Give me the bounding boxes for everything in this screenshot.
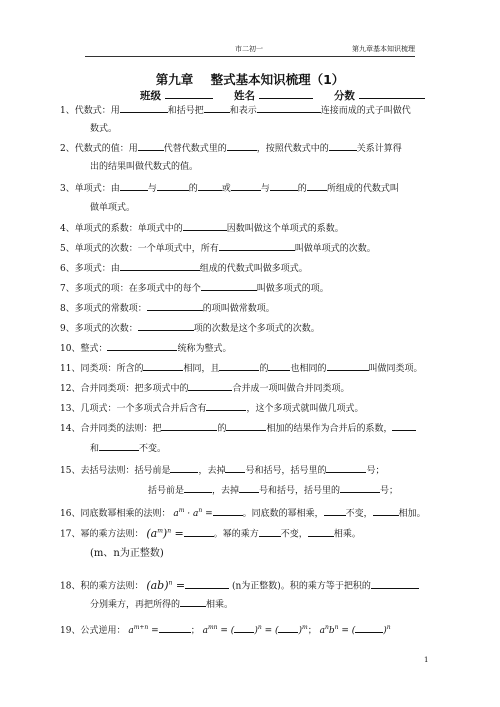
blank[interactable] — [184, 528, 214, 537]
formula-19c: $a^nb^n$ = ( — [319, 624, 356, 636]
blank[interactable] — [120, 262, 200, 271]
item-2-cont: 出的结果叫做代数式的值。 — [90, 162, 199, 172]
item-11: 11、同类项：所含的 相同，且 的 也相同的 叫做同类项。 — [60, 364, 423, 374]
info-line — [140, 88, 425, 103]
item-17-cont: (m、n为正整数) — [90, 548, 164, 559]
blank[interactable] — [268, 362, 290, 371]
blank[interactable] — [308, 528, 334, 537]
blank[interactable] — [340, 484, 380, 493]
class-blank[interactable] — [165, 89, 213, 99]
item-5: 5、单项式的次数：一个单项式中，所有 叫做单项式的次数。 — [60, 244, 376, 254]
blank[interactable] — [257, 104, 321, 113]
formula-19b: $a^{mn}$ = ( — [202, 624, 235, 636]
blank[interactable] — [225, 464, 245, 473]
blank[interactable] — [278, 624, 298, 633]
blank[interactable] — [185, 580, 229, 589]
blank[interactable] — [329, 142, 357, 151]
blank[interactable] — [107, 342, 177, 351]
blank[interactable] — [371, 580, 419, 589]
item-1-cont: 数式。 — [90, 124, 118, 134]
formula-16: $a^m \cdot a^n$ = — [173, 507, 213, 519]
item-3: 3、单项式：由 与 的 或 与 的 所组成的代数式叫 — [60, 184, 399, 194]
blank[interactable] — [183, 222, 227, 231]
blank[interactable] — [184, 484, 212, 493]
blank[interactable] — [170, 464, 198, 473]
name-label: 姓名 — [233, 90, 255, 102]
blank[interactable] — [227, 142, 257, 151]
item-6: 6、多项式：由 组成的代数式叫做多项式。 — [60, 264, 308, 274]
score-blank[interactable] — [359, 89, 425, 99]
item-14: 14、合并同类的法则：把 的 相加的结果作为合并后的系数， — [60, 422, 416, 435]
item-4: 4、单项式的系数：单项式中的 因数叫做这个单项式的系数。 — [60, 224, 344, 234]
item-14-cont: 和 不变。 — [90, 444, 167, 454]
blank[interactable] — [226, 422, 266, 431]
blank[interactable] — [120, 104, 168, 113]
formula-17: $(a^m)^n$ = — [146, 526, 184, 540]
item-1: 1、代数式：用 和括号把 和表示 连接而成的式子叫做代 — [60, 106, 411, 116]
header-right: 第九章基本知识梳理 — [352, 45, 415, 53]
blank[interactable] — [327, 362, 369, 371]
blank[interactable] — [198, 182, 222, 191]
blank[interactable] — [188, 382, 232, 391]
page-title: 第九章 整式基本知识梳理（1） — [155, 72, 345, 87]
blank[interactable] — [259, 528, 281, 537]
item-18-cont: 分别乘方，再把所得的 相乘。 — [90, 600, 234, 610]
blank[interactable] — [99, 442, 139, 451]
item-16: 16、同底数幂相乘的法则： $a^m \cdot a^n$ = 。同底数的幂相乘， 不变， 相加。 — [60, 507, 426, 519]
blank[interactable] — [161, 422, 217, 431]
blank[interactable] — [239, 484, 259, 493]
blank[interactable] — [324, 507, 346, 516]
blank[interactable] — [270, 182, 298, 191]
item-13: 13、几项式：一个多项式合并后含有 ，这个多项式就叫做几项式。 — [60, 404, 364, 414]
blank[interactable] — [138, 322, 194, 331]
score-label: 分数 — [333, 90, 355, 102]
blank[interactable] — [373, 507, 399, 516]
formula-18: (ab)$^n$ = — [146, 578, 186, 592]
item-9: 9、多项式的次数： 项的次数是这个多项式的次数。 — [60, 324, 320, 334]
item-10: 10、整式： 统称为整式。 — [60, 344, 232, 354]
item-15-cont: 括号前是 ，去掉 号和括号，括号里的 号； — [148, 486, 399, 496]
page-number: 1 — [424, 656, 429, 664]
item-17: 17、幂的乘方法则： $(a^m)^n$ = 。幂的乘方 不变， 相乘。 — [60, 526, 361, 540]
blank[interactable] — [307, 182, 327, 191]
item-8: 8、多项式的常数项： 的项叫做常数项。 — [60, 304, 275, 314]
blank[interactable] — [234, 624, 254, 633]
blank[interactable] — [201, 282, 257, 291]
item-15: 15、去括号法则：括号前是 ，去掉 号和括号，括号里的 号； — [60, 466, 385, 476]
blank[interactable] — [138, 142, 164, 151]
page-header — [85, 44, 415, 57]
item-19: 19、公式逆用： $a^{m+n}$ = ； $a^{mn}$ = ( )$^n$ = ( )$^m$； $a^nb^n$ = ( )$^n$ — [60, 624, 391, 636]
item-2: 2、代数式的值：用 代替代数式里的 ，按照代数式中的 关系计算得 — [60, 144, 402, 154]
blank[interactable] — [213, 507, 243, 516]
blank[interactable] — [180, 598, 206, 607]
item-3-cont: 做单项式。 — [90, 203, 136, 213]
blank[interactable] — [143, 362, 183, 371]
blank[interactable] — [120, 182, 148, 191]
blank[interactable] — [147, 302, 203, 311]
blank[interactable] — [231, 182, 261, 191]
class-label: 班级 — [140, 90, 161, 102]
header-left: 市二初一 — [235, 45, 263, 53]
item-12: 12、合并同类项：把多项式中的 合并成一项叫做合并同类项。 — [60, 384, 350, 394]
blank[interactable] — [219, 242, 295, 251]
blank[interactable] — [206, 402, 246, 411]
blank[interactable] — [355, 624, 383, 633]
formula-19a: $a^{m+n}$ = — [128, 624, 159, 636]
blank[interactable] — [392, 422, 416, 431]
blank[interactable] — [204, 104, 230, 113]
blank[interactable] — [159, 624, 191, 633]
name-blank[interactable] — [259, 89, 313, 99]
blank[interactable] — [219, 362, 259, 371]
item-7: 7、多项式的项：在多项式中的每个 叫做多项式的项。 — [60, 284, 329, 294]
blank[interactable] — [326, 464, 366, 473]
blank[interactable] — [157, 182, 189, 191]
item-18: 18、积的乘方法则： (ab)$^n$ = (n为正整数)。积的乘方等于把积的 — [60, 577, 419, 593]
